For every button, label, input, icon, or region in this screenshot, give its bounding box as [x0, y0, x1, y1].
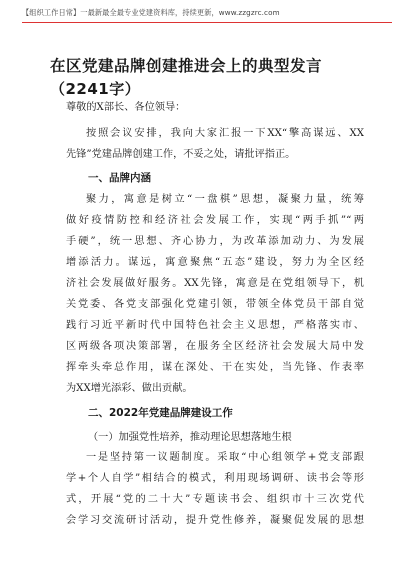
section-heading-brand-meaning: 一、品牌内涵 [88, 172, 151, 184]
subsection-heading: （一）加强党性培养，推动理论思想落地生根 [88, 432, 292, 443]
paragraph-line: 学+个人自学”相结合的模式，利用现场调研、读书会等形 [66, 473, 364, 484]
paragraph-line: 式，开展“党的二十大”专题读书会、组织市十三次党代 [66, 494, 364, 505]
paragraph-line: 践行习近平新时代中国特色社会主义思想，严格落实市、 [66, 320, 364, 331]
section-heading-2022-work: 二、2022年党建品牌建设工作 [88, 407, 233, 419]
paragraph-line: 会学习交流研讨活动，提升党性修养，凝聚促发展的思想 [66, 515, 364, 526]
paragraph-line: 为XX增光添彩、做出贡献。 [66, 383, 193, 394]
paragraph-line: 做好疫情防控和经济社会发展工作，实现“两手抓”“两 [66, 215, 364, 226]
paragraph-line: 济社会发展做好服务。XX先锋，寓意是在党组领导下，机 [66, 278, 364, 289]
header-banner: 【组织工作日常】一最新最全最专业党建资料库，持续更新，www.zzgzrc.com [22, 8, 392, 23]
intro-line: 按照会议安排，我向大家汇报一下XX“擎高谋远、XX [86, 128, 364, 139]
paragraph-line: 挥牵头牵总作用，谋在深处、干在实处，当先锋、作表率 [66, 362, 364, 373]
paragraph-line: 关党委、各党支部强化党建引领，带领全体党员干部自觉 [66, 299, 364, 310]
paragraph-line: 聚力，寓意是树立“一盘棋”思想，凝聚力量，统筹 [86, 194, 364, 205]
document-word-count: （2241字） [50, 80, 141, 98]
paragraph-line: 一是坚持第一议题制度。采取“中心组领学+党支部跟 [86, 452, 364, 463]
paragraph-line: 区两级各项决策部署，在服务全区经济社会发展大局中发 [66, 341, 364, 352]
intro-line: 先锋”党建品牌创建工作，不妥之处，请批评指正。 [66, 149, 296, 160]
paragraph-line: 增添活力。谋远，寓意聚焦“五态”建设，努力为全区经 [66, 257, 364, 268]
document-title: 在区党建品牌创建推进会上的典型发言 [50, 57, 323, 75]
paragraph-line: 手硬”，统一思想、齐心协力，为改革添加动力、为发展 [66, 236, 364, 247]
salutation: 尊敬的X部长、各位领导： [66, 102, 186, 113]
